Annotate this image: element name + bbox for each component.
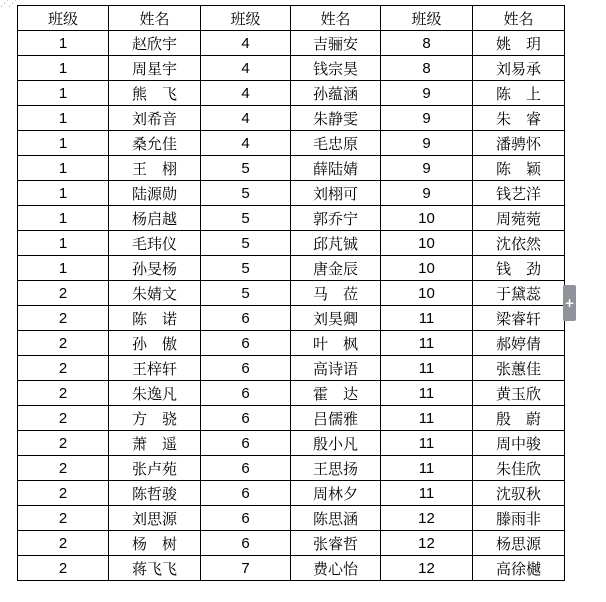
table-row <box>18 506 565 531</box>
table-cell-class[interactable]: 2 <box>18 356 109 381</box>
table-row <box>18 156 565 181</box>
table-cell-class[interactable]: 11 <box>381 381 473 406</box>
table-cell-name[interactable]: 刘栩可 <box>291 181 381 206</box>
table-row <box>18 481 565 506</box>
plus-icon: + <box>564 296 575 310</box>
table-cell-name[interactable]: 钱艺洋 <box>473 181 565 206</box>
table-row <box>18 131 565 156</box>
table-cell-name[interactable]: 王 栩 <box>109 156 201 181</box>
class-roster-table <box>17 5 565 581</box>
table-cell-class[interactable]: 12 <box>381 556 473 581</box>
table-row <box>18 331 565 356</box>
table-cell-class[interactable]: 1 <box>18 106 109 131</box>
table-cell-class[interactable]: 6 <box>201 381 291 406</box>
table-cell-name[interactable]: 姚 玥 <box>473 31 565 56</box>
table-row <box>18 256 565 281</box>
table-cell-name[interactable]: 方 骁 <box>109 406 201 431</box>
table-row <box>18 556 565 581</box>
table-cell-class[interactable]: 2 <box>18 406 109 431</box>
table-cell-name[interactable]: 霍 达 <box>291 381 381 406</box>
table-cell-class[interactable]: 1 <box>18 156 109 181</box>
table-cell-name[interactable]: 萧 遥 <box>109 431 201 456</box>
table-cell-name[interactable]: 朱佳欣 <box>473 456 565 481</box>
table-cell-class[interactable]: 2 <box>18 331 109 356</box>
table-cell-name[interactable]: 沈驭秋 <box>473 481 565 506</box>
table-row <box>18 381 565 406</box>
table-cell-class[interactable]: 4 <box>201 56 291 81</box>
table-cell-name[interactable]: 陈 上 <box>473 81 565 106</box>
table-cell-name[interactable]: 钱 劲 <box>473 256 565 281</box>
table-cell-name[interactable]: 郭乔宁 <box>291 206 381 231</box>
table-cell-class[interactable]: 9 <box>381 181 473 206</box>
table-cell-class[interactable]: 2 <box>18 281 109 306</box>
table-row <box>18 306 565 331</box>
table-cell-name[interactable]: 梁睿轩 <box>473 306 565 331</box>
table-row <box>18 531 565 556</box>
table-cell-class[interactable]: 11 <box>381 356 473 381</box>
table-cell-name[interactable]: 朱逸凡 <box>109 381 201 406</box>
table-cell-name[interactable]: 陈思涵 <box>291 506 381 531</box>
table-cell-name[interactable]: 杨 树 <box>109 531 201 556</box>
table-cell-class[interactable]: 1 <box>18 206 109 231</box>
table-cell-name[interactable]: 熊 飞 <box>109 81 201 106</box>
table-cell-class[interactable]: 6 <box>201 456 291 481</box>
table-row <box>18 206 565 231</box>
table-cell-class[interactable]: 5 <box>201 156 291 181</box>
table-cell-class[interactable]: 2 <box>18 556 109 581</box>
table-cell-name[interactable]: 张卢苑 <box>109 456 201 481</box>
header-class-1[interactable]: 班级 <box>18 6 109 31</box>
table-cell-name[interactable]: 殷 蔚 <box>473 406 565 431</box>
table-cell-name[interactable]: 周中骏 <box>473 431 565 456</box>
table-cell-class[interactable]: 6 <box>201 481 291 506</box>
header-name-2[interactable]: 姓名 <box>291 6 381 31</box>
table-cell-name[interactable]: 朱婧文 <box>109 281 201 306</box>
table-cell-name[interactable]: 杨思源 <box>473 531 565 556</box>
table-cell-class[interactable]: 2 <box>18 381 109 406</box>
table-cell-class[interactable]: 2 <box>18 456 109 481</box>
table-cell-class[interactable]: 12 <box>381 506 473 531</box>
table-cell-name[interactable]: 刘希音 <box>109 106 201 131</box>
table-cell-class[interactable]: 1 <box>18 181 109 206</box>
table-cell-class[interactable]: 5 <box>201 256 291 281</box>
table-cell-class[interactable]: 11 <box>381 481 473 506</box>
table-cell-name[interactable]: 赵欣宇 <box>109 31 201 56</box>
table-cell-class[interactable]: 2 <box>18 481 109 506</box>
table-cell-class[interactable]: 10 <box>381 231 473 256</box>
table-cell-class[interactable]: 11 <box>381 306 473 331</box>
table-cell-name[interactable]: 朱 睿 <box>473 106 565 131</box>
table-cell-class[interactable]: 4 <box>201 106 291 131</box>
table-body <box>18 31 565 581</box>
table-cell-name[interactable]: 孙 傲 <box>109 331 201 356</box>
table-cell-name[interactable]: 郝婷倩 <box>473 331 565 356</box>
table-cell-class[interactable]: 11 <box>381 431 473 456</box>
table-cell-class[interactable]: 1 <box>18 81 109 106</box>
table-row <box>18 231 565 256</box>
table-cell-name[interactable]: 桑允佳 <box>109 131 201 156</box>
table-cell-class[interactable]: 2 <box>18 431 109 456</box>
table-cell-name[interactable]: 刘易承 <box>473 56 565 81</box>
table-cell-class[interactable]: 10 <box>381 281 473 306</box>
table-row <box>18 431 565 456</box>
table-cell-class[interactable]: 4 <box>201 81 291 106</box>
header-class-3[interactable]: 班级 <box>381 6 473 31</box>
table-cell-name[interactable]: 王梓轩 <box>109 356 201 381</box>
table-cell-class[interactable]: 4 <box>201 31 291 56</box>
table-row <box>18 106 565 131</box>
table-cell-class[interactable]: 6 <box>201 306 291 331</box>
table-cell-name[interactable]: 陆源勋 <box>109 181 201 206</box>
header-class-2[interactable]: 班级 <box>201 6 291 31</box>
table-cell-class[interactable]: 10 <box>381 256 473 281</box>
table-cell-class[interactable]: 1 <box>18 231 109 256</box>
table-cell-class[interactable]: 9 <box>381 81 473 106</box>
table-cell-class[interactable]: 9 <box>381 131 473 156</box>
table-cell-name[interactable]: 朱静雯 <box>291 106 381 131</box>
table-cell-name[interactable]: 于黛蕊 <box>473 281 565 306</box>
table-cell-name[interactable]: 叶 枫 <box>291 331 381 356</box>
table-cell-class[interactable]: 2 <box>18 306 109 331</box>
table-cell-name[interactable]: 孙蕴涵 <box>291 81 381 106</box>
table-cell-name[interactable]: 高徐樾 <box>473 556 565 581</box>
table-cell-name[interactable]: 沈依然 <box>473 231 565 256</box>
table-row <box>18 456 565 481</box>
table-cell-class[interactable]: 5 <box>201 206 291 231</box>
table-cell-class[interactable]: 7 <box>201 556 291 581</box>
table-cell-class[interactable]: 8 <box>381 31 473 56</box>
table-cell-name[interactable]: 费心怡 <box>291 556 381 581</box>
table-cell-class[interactable]: 11 <box>381 406 473 431</box>
table-cell-class[interactable]: 1 <box>18 256 109 281</box>
table-cell-class[interactable]: 1 <box>18 31 109 56</box>
table-cell-name[interactable]: 王思扬 <box>291 456 381 481</box>
table-row <box>18 81 565 106</box>
table-cell-name[interactable]: 周林夕 <box>291 481 381 506</box>
table-cell-class[interactable]: 6 <box>201 506 291 531</box>
table-cell-class[interactable]: 1 <box>18 56 109 81</box>
table-cell-name[interactable]: 吉骊安 <box>291 31 381 56</box>
table-cell-name[interactable]: 陈哲骏 <box>109 481 201 506</box>
table-cell-name[interactable]: 陈 诺 <box>109 306 201 331</box>
table-cell-class[interactable]: 6 <box>201 406 291 431</box>
table-cell-name[interactable]: 刘思源 <box>109 506 201 531</box>
table-cell-class[interactable]: 4 <box>201 131 291 156</box>
table-cell-class[interactable]: 11 <box>381 331 473 356</box>
table-cell-class[interactable]: 12 <box>381 531 473 556</box>
table-cell-name[interactable]: 吕儒雅 <box>291 406 381 431</box>
table-cell-class[interactable]: 5 <box>201 281 291 306</box>
table-cell-class[interactable]: 2 <box>18 506 109 531</box>
table-row <box>18 356 565 381</box>
table-cell-name[interactable]: 殷小凡 <box>291 431 381 456</box>
table-cell-name[interactable]: 黄玉欣 <box>473 381 565 406</box>
table-move-handle-icon[interactable]: ⋰⋰ <box>0 0 16 9</box>
table-cell-class[interactable]: 6 <box>201 431 291 456</box>
table-cell-class[interactable]: 10 <box>381 206 473 231</box>
table-cell-class[interactable]: 6 <box>201 331 291 356</box>
table-container <box>17 5 565 581</box>
header-name-1[interactable]: 姓名 <box>109 6 201 31</box>
table-cell-class[interactable]: 5 <box>201 181 291 206</box>
table-cell-class[interactable]: 8 <box>381 56 473 81</box>
table-cell-name[interactable]: 潘骋怀 <box>473 131 565 156</box>
table-cell-class[interactable]: 1 <box>18 131 109 156</box>
table-cell-name[interactable]: 钱宗昊 <box>291 56 381 81</box>
table-row <box>18 56 565 81</box>
table-cell-name[interactable]: 杨启越 <box>109 206 201 231</box>
table-cell-name[interactable]: 毛玮仪 <box>109 231 201 256</box>
table-cell-name[interactable]: 邱芃铖 <box>291 231 381 256</box>
table-cell-name[interactable]: 张蕙佳 <box>473 356 565 381</box>
table-cell-class[interactable]: 2 <box>18 531 109 556</box>
table-row <box>18 181 565 206</box>
table-cell-name[interactable]: 孙旻杨 <box>109 256 201 281</box>
table-cell-name[interactable]: 高诗语 <box>291 356 381 381</box>
table-cell-name[interactable]: 毛忠原 <box>291 131 381 156</box>
table-cell-class[interactable]: 9 <box>381 106 473 131</box>
table-cell-name[interactable]: 马 莅 <box>291 281 381 306</box>
table-cell-name[interactable]: 唐金辰 <box>291 256 381 281</box>
table-row <box>18 406 565 431</box>
table-cell-name[interactable]: 周星宇 <box>109 56 201 81</box>
table-cell-class[interactable]: 6 <box>201 531 291 556</box>
table-row <box>18 31 565 56</box>
table-cell-name[interactable]: 张睿哲 <box>291 531 381 556</box>
table-cell-class[interactable]: 5 <box>201 231 291 256</box>
table-header-row <box>18 6 565 31</box>
add-column-button[interactable] <box>563 285 576 321</box>
table-cell-class[interactable]: 6 <box>201 356 291 381</box>
table-row <box>18 281 565 306</box>
table-cell-class[interactable]: 11 <box>381 456 473 481</box>
header-name-3[interactable]: 姓名 <box>473 6 565 31</box>
table-cell-class[interactable]: 9 <box>381 156 473 181</box>
table-cell-name[interactable]: 滕雨非 <box>473 506 565 531</box>
table-cell-name[interactable]: 周菀菀 <box>473 206 565 231</box>
table-cell-name[interactable]: 陈 颖 <box>473 156 565 181</box>
table-cell-name[interactable]: 蒋飞飞 <box>109 556 201 581</box>
table-cell-name[interactable]: 薛陆婧 <box>291 156 381 181</box>
table-cell-name[interactable]: 刘昊卿 <box>291 306 381 331</box>
